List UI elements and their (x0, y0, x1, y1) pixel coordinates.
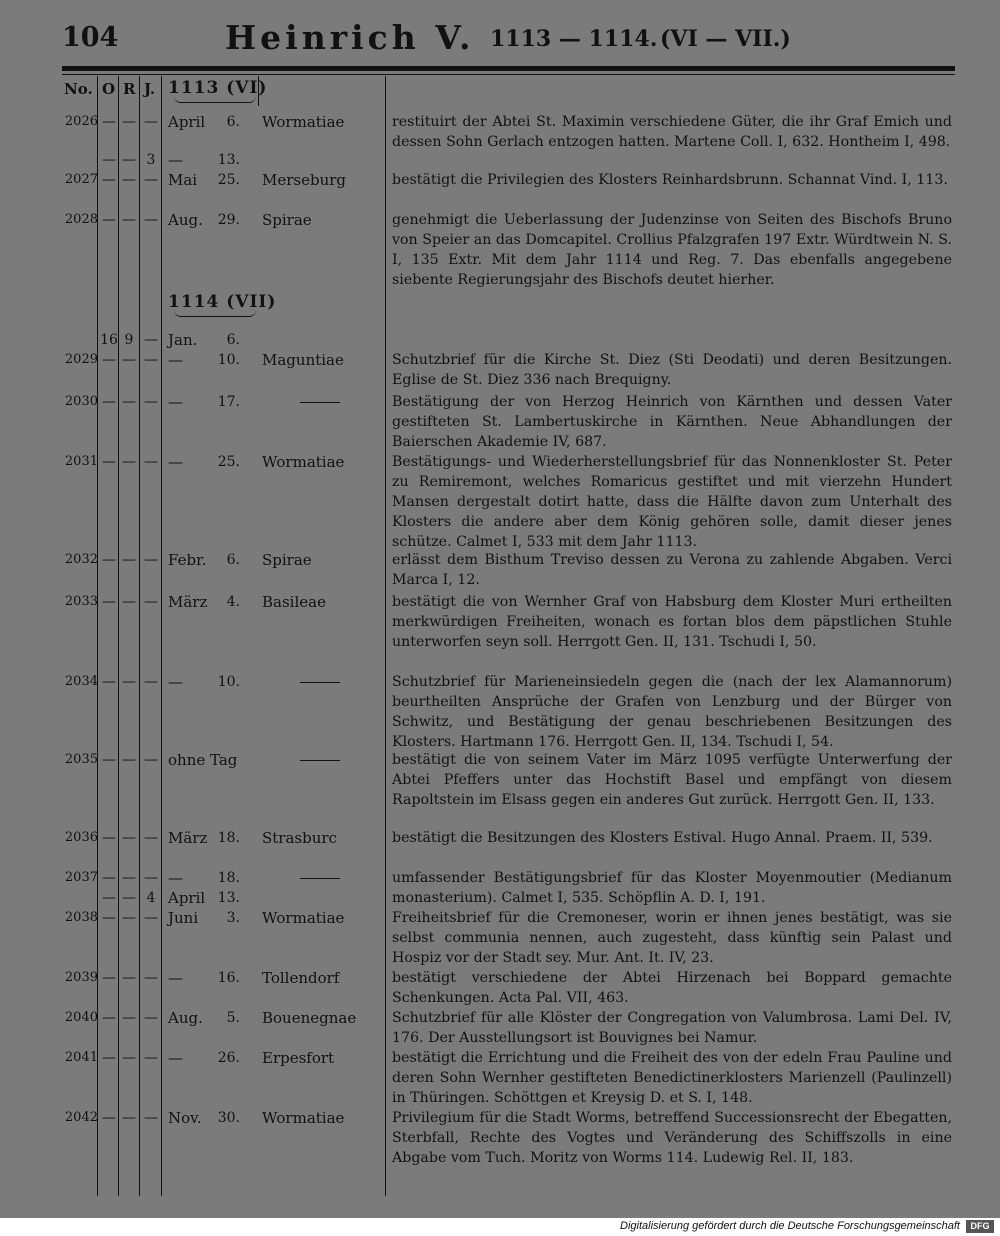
r-value: 9 (124, 332, 134, 348)
j-value: — (144, 352, 158, 368)
entry-number: 2036 (64, 830, 98, 845)
o-value: — (102, 212, 116, 228)
o-value: 16 (100, 332, 118, 348)
page-number: 104 (62, 22, 119, 53)
r-value: — (122, 172, 136, 188)
header-regnal-years: (VI — VII.) (660, 26, 791, 52)
o-value: — (102, 594, 116, 610)
o-value: — (102, 172, 116, 188)
place: Bouenegnae (262, 1009, 357, 1027)
place: Spirae (262, 211, 312, 229)
entry-number: 2034 (64, 674, 98, 689)
entry-number: 2033 (64, 594, 98, 609)
place-dash (300, 682, 340, 683)
entry-description: restituirt der Abtei St. Maximin verschiedene Güter, die ihr Graf Emich und dessen Sohn Gerlach entzogen hatten. Martene Coll. I, 632. Hontheim I, 498. (392, 114, 952, 150)
entry-description: bestätigt die Privilegien des Klosters Reinhardsbrunn. Schannat Vind. I, 113. (392, 172, 948, 188)
place-dash (300, 878, 340, 879)
o-value: — (102, 454, 116, 470)
j-value: 3 (146, 152, 156, 168)
entry-number: 2040 (64, 1010, 98, 1025)
place: Merseburg (262, 171, 347, 189)
place: Spirae (262, 551, 312, 569)
j-value: — (144, 212, 158, 228)
column-header-j: J. (144, 80, 156, 98)
day: 4. (226, 594, 240, 610)
entry-number: 2035 (64, 752, 98, 767)
day: 18. (217, 870, 240, 886)
column-divider (385, 76, 386, 1196)
column-header-r: R (123, 80, 136, 98)
header-rule-thick (62, 66, 955, 71)
day: 6. (226, 552, 240, 568)
day: 16. (217, 970, 240, 986)
entry-description: Bestätigung der von Herzog Heinrich von Kärnthen und dessen Vater gestifteten St. Lambertuskirche in Kärnthen. Neue Abhandlungen der Baierschen Akademie IV, 687. (392, 394, 952, 450)
page-title: Heinrich V. (225, 18, 475, 57)
month: Mai (168, 171, 198, 189)
place: Maguntiae (262, 351, 344, 369)
month: April (168, 113, 206, 131)
column-header-no: No. (64, 80, 93, 98)
entry-description: bestätigt verschiedene der Abtei Hirzenach bei Boppard gemachte Schenkungen. Acta Pal. VII, 463. (392, 970, 952, 1006)
year-heading-1113: 1113 (VI) (168, 78, 268, 98)
day: 26. (217, 1050, 240, 1066)
j-value: — (144, 1110, 158, 1126)
o-value: — (102, 674, 116, 690)
entry-description: umfassender Bestätigungsbrief für das Kloster Moyenmoutier (Medianum monasterium). Calmet I, 535. Schöpflin A. D. I, 191. (392, 870, 952, 906)
place: Basileae (262, 593, 326, 611)
day: 3. (226, 910, 240, 926)
entry-description: bestätigt die von Wernher Graf von Habsburg dem Kloster Muri ertheilten merkwürdigen Freiheiten, wonach es fortan blos dem päpstlichen Stuhle unterworfen seyn soll. Herrgott Gen. II, 131. Tschudi I, 50. (392, 594, 952, 650)
j-value: — (144, 870, 158, 886)
o-value: — (102, 752, 116, 768)
month: — (168, 393, 183, 411)
entry-number: 2029 (64, 352, 98, 367)
day: 6. (226, 114, 240, 130)
r-value: — (122, 870, 136, 886)
entry-description: genehmigt die Ueberlassung der Judenzinse von Seiten des Bischofs Bruno von Speier an das Domcapitel. Crollius Pfalzgrafen 197 Extr. Würdtwein N. S. I, 135 Extr. Mit dem Jahr 1114 und Reg. 7. Das ebenfalls angegebene siebente Regierungsjahr des Bischofs deutet hierher. (392, 212, 952, 288)
column-divider (118, 76, 119, 1196)
r-value: — (122, 970, 136, 986)
r-value: — (122, 1050, 136, 1066)
place: Wormatiae (262, 1109, 345, 1127)
day: 5. (226, 1010, 240, 1026)
place-dash (300, 402, 340, 403)
entry-number: 2042 (64, 1110, 98, 1125)
entry-description: bestätigt die Errichtung und die Freiheit des von der edeln Frau Pauline und deren Sohn Wernher gestifteten Benedictinerklosters Marienzell (Paulinzell) in Thüringen. Schöttgen et Kreysig D. et S. I, 148. (392, 1050, 952, 1106)
r-value: — (122, 830, 136, 846)
month: März (168, 829, 208, 847)
year-brace (174, 96, 256, 103)
month: — (168, 1049, 183, 1067)
j-value: — (144, 752, 158, 768)
entry-description: bestätigt die von seinem Vater im März 1095 verfügte Unterwerfung der Abtei Pfeffers unter das Hochstift Basel und empfängt von diesem Rapoltstein im Elsass gegen ein anderes Gut zurück. Herrgott Gen. II, 133. (392, 752, 952, 808)
day: 17. (217, 394, 240, 410)
r-value: — (122, 890, 136, 906)
entry-description: Privilegium für die Stadt Worms, betreffend Successionsrecht der Ebegatten, Sterbfall, Rechte des Vogtes und Veränderung des Schiffszolls in eine Abgabe vom Tuch. Moritz von Worms 114. Ludewig Rel. II, 183. (392, 1110, 952, 1166)
day: 10. (217, 352, 240, 368)
column-divider (139, 76, 140, 1196)
entry-description: Freiheitsbrief für die Cremoneser, worin er ihnen jenes bestätigt, was sie selbst communia nennen, auch zugesteht, dass künftig sein Palast und Hospiz vor der Stadt sey. Mur. Ant. It. IV, 23. (392, 910, 952, 966)
j-value: — (144, 552, 158, 568)
column-header-o: O (102, 80, 116, 98)
page-header (0, 18, 1000, 58)
r-value: — (122, 752, 136, 768)
o-value: — (102, 1050, 116, 1066)
entry-number: 2037 (64, 870, 98, 885)
entry-description: Schutzbrief für alle Klöster der Congregation von Valumbrosa. Lami Del. IV, 176. Der Ausstellungsort ist Bouvignes bei Namur. (392, 1010, 952, 1046)
entry-number: 2038 (64, 910, 98, 925)
footer-bar (0, 1218, 1000, 1236)
month: Febr. (168, 551, 207, 569)
o-value: — (102, 910, 116, 926)
r-value: — (122, 212, 136, 228)
r-value: — (122, 910, 136, 926)
month: Juni (168, 909, 199, 927)
j-value: — (144, 454, 158, 470)
month: April (168, 889, 206, 907)
day: 29. (217, 212, 240, 228)
j-value: — (144, 1010, 158, 1026)
day: 13. (217, 890, 240, 906)
j-value: — (144, 910, 158, 926)
year-heading-1114: 1114 (VII) (168, 292, 277, 312)
r-value: — (122, 674, 136, 690)
place: Tollendorf (262, 969, 340, 987)
j-value: — (144, 172, 158, 188)
place: Wormatiae (262, 909, 345, 927)
j-value: — (144, 830, 158, 846)
r-value: — (122, 454, 136, 470)
j-value: — (144, 970, 158, 986)
entry-description: bestätigt die Besitzungen des Klosters Estival. Hugo Annal. Praem. II, 539. (392, 830, 933, 846)
day: 18. (217, 830, 240, 846)
entry-description: Schutzbrief für Marieneinsiedeln gegen die (nach der lex Alamannorum) beurtheilten Ansprüche der Grafen von Lenzburg und der Bürger von Schwitz, und Bestätigung der genau beschriebenen Besitzungen des Klosters. Hartmann 176. Herrgott Gen. II, 134. Tschudi I, 54. (392, 674, 952, 750)
entry-number: 2039 (64, 970, 98, 985)
month: — (168, 969, 183, 987)
day: 25. (217, 172, 240, 188)
place: Strasburc (262, 829, 337, 847)
o-value: — (102, 970, 116, 986)
o-value: — (102, 394, 116, 410)
entry-description: Schutzbrief für die Kirche St. Diez (Sti Deodati) und deren Besitzungen. Eglise de St. Diez 336 nach Brequigny. (392, 352, 952, 388)
month: Aug. (168, 211, 203, 229)
month: Nov. (168, 1109, 202, 1127)
o-value: — (102, 152, 116, 168)
header-rule-thin (62, 74, 955, 75)
o-value: — (102, 114, 116, 130)
entry-description: erlässt dem Bisthum Treviso dessen zu Verona zu zahlende Abgaben. Verci Marca I, 12. (392, 552, 952, 588)
r-value: — (122, 1010, 136, 1026)
month: Aug. (168, 1009, 203, 1027)
j-value: — (144, 1050, 158, 1066)
r-value: — (122, 152, 136, 168)
entry-number: 2030 (64, 394, 98, 409)
j-value: — (144, 394, 158, 410)
month: — (168, 351, 183, 369)
j-value: — (144, 114, 158, 130)
column-divider (161, 76, 162, 1196)
month: ohne Tag (168, 751, 238, 769)
header-years: 1113 — 1114. (490, 26, 658, 52)
o-value: — (102, 352, 116, 368)
o-value: — (102, 552, 116, 568)
month: — (168, 673, 183, 691)
entry-number: 2027 (64, 172, 98, 187)
footer-credit: Digitalisierung gefördert durch die Deutsche Forschungsgemeinschaft (620, 1220, 960, 1232)
day: 6. (226, 332, 240, 348)
month: Jan. (168, 331, 198, 349)
month: — (168, 453, 183, 471)
column-divider (97, 76, 98, 1196)
j-value: — (144, 332, 158, 348)
place: Wormatiae (262, 113, 345, 131)
month: — (168, 151, 183, 169)
r-value: — (122, 552, 136, 568)
r-value: — (122, 594, 136, 610)
day: 10. (217, 674, 240, 690)
o-value: — (102, 1110, 116, 1126)
j-value: 4 (146, 890, 156, 906)
year-brace (174, 310, 256, 317)
month: — (168, 869, 183, 887)
r-value: — (122, 1110, 136, 1126)
o-value: — (102, 870, 116, 886)
entry-number: 2032 (64, 552, 98, 567)
j-value: — (144, 594, 158, 610)
r-value: — (122, 394, 136, 410)
entry-description: Bestätigungs- und Wiederherstellungsbrief für das Nonnenkloster St. Peter zu Remiremont, welches Romaricus gestiftet und mit vierzehn Hundert Mansen dergestalt dotirt hatte, dass die Hälfte davon zum Unterhalt des Klosters die andere aber dem König gehören solle, damit dieser jenes schütze. Calmet I, 533 mit dem Jahr 1113. (392, 454, 952, 550)
entry-number: 2041 (64, 1050, 98, 1065)
r-value: — (122, 114, 136, 130)
day: 30. (217, 1110, 240, 1126)
place-dash (300, 760, 340, 761)
r-value: — (122, 352, 136, 368)
place: Wormatiae (262, 453, 345, 471)
entry-number: 2026 (64, 114, 98, 129)
place: Erpesfort (262, 1049, 335, 1067)
month: März (168, 593, 208, 611)
o-value: — (102, 830, 116, 846)
entry-number: 2028 (64, 212, 98, 227)
day: 13. (217, 152, 240, 168)
dfg-logo: DFG (966, 1220, 994, 1233)
j-value: — (144, 674, 158, 690)
o-value: — (102, 890, 116, 906)
entry-number: 2031 (64, 454, 98, 469)
day: 25. (217, 454, 240, 470)
o-value: — (102, 1010, 116, 1026)
